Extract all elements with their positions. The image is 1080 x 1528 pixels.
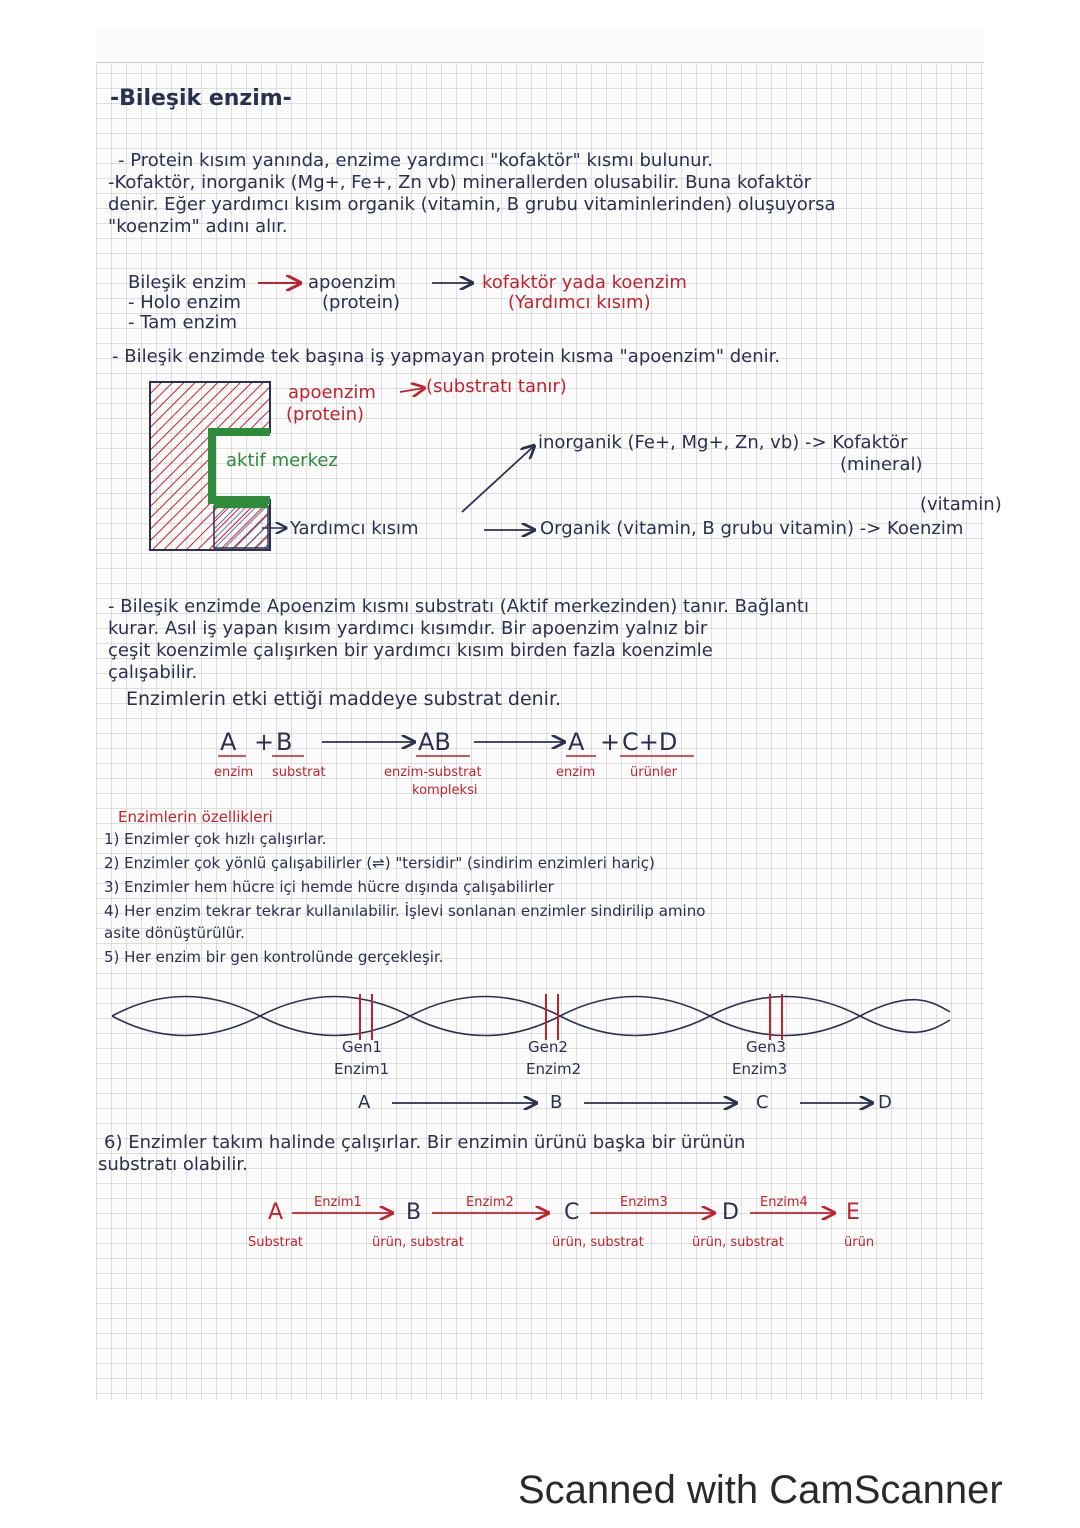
gene-2-label: Gen2 bbox=[528, 1038, 568, 1056]
chain-label-urun: ürün bbox=[844, 1235, 875, 1250]
diagram-substrat-tanir: (substratı tanır) bbox=[426, 376, 567, 397]
enzyme-3-label: Enzim3 bbox=[732, 1060, 788, 1078]
diagram-apoenzim: apoenzim bbox=[288, 382, 376, 403]
intro-line-2: -Kofaktör, inorganik (Mg+, Fe+, Zn vb) minerallerden olusabilir. Buna kofaktör bbox=[108, 172, 812, 193]
chain-c: C bbox=[564, 1200, 580, 1225]
chain-d: D bbox=[722, 1200, 739, 1225]
chain-label-3: ürün, substrat bbox=[552, 1235, 644, 1250]
enzyme-1-label: Enzim1 bbox=[334, 1060, 390, 1078]
para2-line-1: - Bileşik enzimde Apoenzim kısmı substratı (Aktif merkezinden) tanır. Bağlantı bbox=[108, 596, 809, 617]
ozellik-1: 1) Enzimler çok hızlı çalışırlar. bbox=[104, 830, 327, 848]
chain-b: B bbox=[406, 1200, 422, 1225]
diagram-yardimci: Yardımcı kısım bbox=[290, 518, 419, 539]
ozellik-2: 2) Enzimler çok yönlü çalışabilirler (⇌) "tersidir" (sindirim enzimleri hariç) bbox=[104, 854, 655, 872]
diagram-aktif-merkez: aktif merkez bbox=[226, 450, 338, 471]
reaction-ab: AB bbox=[418, 728, 451, 756]
reaction-label-urunler: ürünler bbox=[630, 765, 678, 780]
para2-line-3: çeşit koenzimle çalışırken bir yardımcı kısım birden fazla koenzimle bbox=[108, 640, 713, 661]
item6-line-1: 6) Enzimler takım halinde çalışırlar. Bir enzimin ürünü başka bir ürünün bbox=[104, 1132, 746, 1153]
reaction-label-substrat: substrat bbox=[272, 765, 326, 780]
diagram-vitamin: (vitamin) bbox=[920, 494, 1002, 515]
gene-product-b: B bbox=[550, 1092, 563, 1113]
intro-line-4: "koenzim" adını alır. bbox=[108, 216, 288, 237]
diagram-protein: (protein) bbox=[286, 404, 365, 425]
dna-helix bbox=[112, 997, 950, 1036]
chain-label-substrat: Substrat bbox=[248, 1235, 304, 1250]
chain-enzim-4: Enzim4 bbox=[760, 1195, 808, 1210]
gene-3-label: Gen3 bbox=[746, 1038, 786, 1056]
reaction-label-enzim: enzim bbox=[214, 765, 254, 780]
scheme-bilesik: Bileşik enzim bbox=[128, 272, 247, 293]
page-title: -Bileşik enzim- bbox=[110, 86, 292, 111]
chain-enzim-3: Enzim3 bbox=[620, 1195, 668, 1210]
chain-e: E bbox=[846, 1200, 860, 1225]
chain-label-4: ürün, substrat bbox=[692, 1235, 784, 1250]
reaction-cd: C+D bbox=[622, 728, 678, 756]
substrat-definition: Enzimlerin etki ettiği maddeye substrat denir. bbox=[126, 688, 562, 710]
chain-label-2: ürün, substrat bbox=[372, 1235, 464, 1250]
scheme-kofaktor: kofaktör yada koenzim bbox=[482, 272, 687, 293]
reaction-plus-1: + bbox=[254, 728, 275, 756]
ozellik-4b: asite dönüştürülür. bbox=[104, 924, 245, 942]
para2-line-4: çalışabilir. bbox=[108, 662, 198, 683]
para2-line-2: kurar. Asıl iş yapan kısım yardımcı kısımdır. Bir apoenzim yalnız bir bbox=[108, 618, 708, 639]
ozellik-4: 4) Her enzim tekrar tekrar kullanılabilir. İşlevi sonlanan enzimler sindirilip amino bbox=[104, 902, 706, 920]
diagram-organik: Organik (vitamin, B grubu vitamin) -> Koenzim bbox=[540, 518, 964, 539]
chain-enzim-1: Enzim1 bbox=[314, 1195, 362, 1210]
ozellikler-title: Enzimlerin özellikleri bbox=[118, 808, 273, 826]
reaction-a: A bbox=[220, 728, 237, 756]
reaction-plus-2: + bbox=[600, 728, 621, 756]
reaction-a2: A bbox=[568, 728, 585, 756]
scheme-yardimci: (Yardımcı kısım) bbox=[508, 292, 651, 313]
chain-enzim-2: Enzim2 bbox=[466, 1195, 514, 1210]
ozellik-5: 5) Her enzim bir gen kontrolünde gerçekleşir. bbox=[104, 948, 444, 966]
enzyme-2-label: Enzim2 bbox=[526, 1060, 582, 1078]
intro-line-3: denir. Eğer yardımcı kısım organik (vitamin, B grubu vitaminlerinden) oluşuyorsa bbox=[108, 194, 836, 215]
reaction-label-kompleks-2: kompleksi bbox=[412, 783, 478, 798]
scheme-protein: (protein) bbox=[322, 292, 401, 313]
arrow-inorganik bbox=[462, 446, 534, 512]
gene-markers bbox=[360, 994, 782, 1040]
diagram-inorganik: inorganik (Fe+, Mg+, Zn, vb) -> Kofaktör bbox=[538, 432, 908, 453]
gene-product-a: A bbox=[358, 1092, 371, 1113]
ozellik-3: 3) Enzimler hem hücre içi hemde hücre dışında çalışabilirler bbox=[104, 878, 554, 896]
arrow-substrat bbox=[400, 388, 424, 392]
scanner-watermark: Scanned with CamScanner bbox=[518, 1468, 1003, 1512]
reaction-label-kompleks-1: enzim-substrat bbox=[384, 765, 482, 780]
diagram-mineral: (mineral) bbox=[840, 454, 923, 475]
scheme-tam: - Tam enzim bbox=[128, 312, 237, 333]
reaction-label-enzim-2: enzim bbox=[556, 765, 596, 780]
scheme-apoenzim: apoenzim bbox=[308, 272, 396, 293]
reaction-b: B bbox=[276, 728, 293, 756]
gene-product-d: D bbox=[878, 1092, 892, 1113]
gene-product-c: C bbox=[756, 1092, 769, 1113]
chain-a: A bbox=[268, 1200, 284, 1225]
intro-line-1: - Protein kısım yanında, enzime yardımcı "kofaktör" kısmı bulunur. bbox=[118, 150, 714, 171]
apoenzim-definition: - Bileşik enzimde tek başına iş yapmayan protein kısma "apoenzim" denir. bbox=[112, 346, 781, 367]
item6-line-2: substratı olabilir. bbox=[98, 1154, 248, 1175]
scheme-holo: - Holo enzim bbox=[128, 292, 241, 313]
gene-1-label: Gen1 bbox=[342, 1038, 382, 1056]
